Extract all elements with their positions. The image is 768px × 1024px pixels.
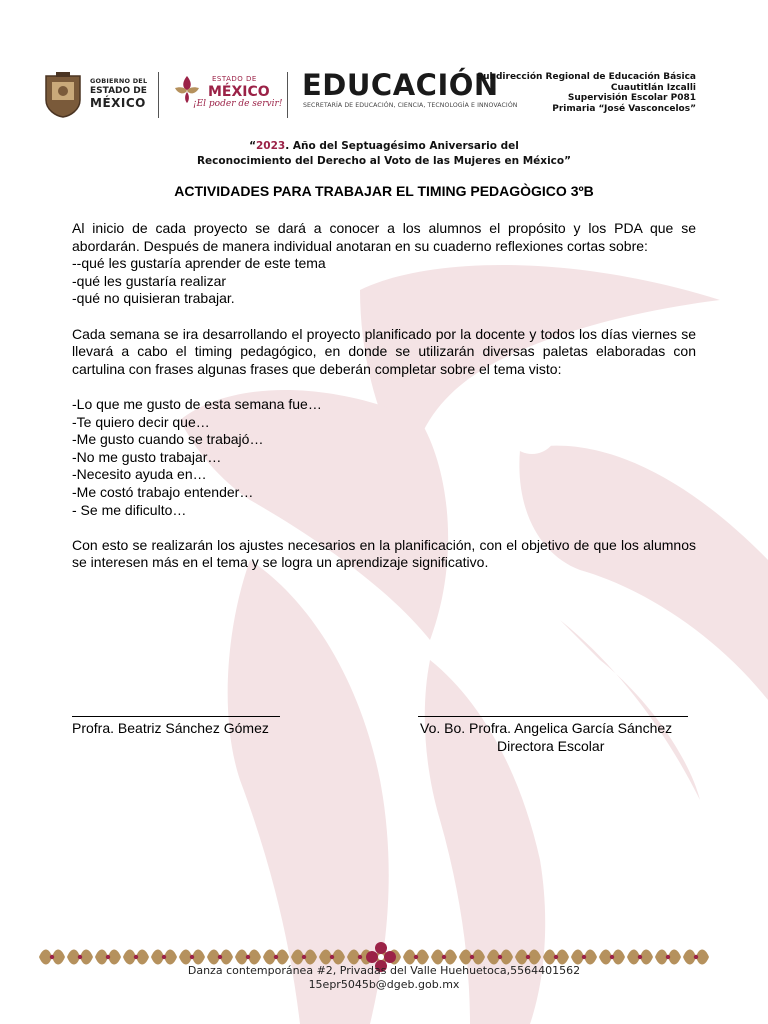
phrase-item: -Me costó trabajo entender…	[72, 483, 254, 500]
footer	[0, 964, 768, 992]
gobierno-line2: ESTADO DE	[90, 85, 147, 96]
header-divider	[158, 72, 159, 118]
border-motif	[179, 950, 205, 965]
border-motif	[207, 950, 233, 965]
footer-email: 15epr5045b@dgeb.gob.mx	[308, 978, 460, 991]
border-motif	[683, 950, 709, 965]
signature-name-right: Vo. Bo. Profra. Angelica García Sánchez	[420, 720, 673, 736]
document-body	[72, 220, 696, 572]
phrase-item: -Te quiero decir que…	[72, 413, 210, 430]
signature-role-right: Directora Escolar	[497, 738, 605, 754]
conclusion-paragraph: Con esto se realizarán los ajustes necesarios en la planificación, con el objetivo de que los alumnos se interesen más en el tema y se logra un aprendizaje significativo.	[72, 536, 696, 571]
educacion-title: EDUCACIÓN	[302, 68, 499, 102]
border-motif	[39, 950, 65, 965]
mexico-logo-small: ESTADO DE	[212, 75, 257, 83]
border-motif	[291, 950, 317, 965]
motto-year: 2023	[256, 140, 286, 152]
mexico-logo-big: MÉXICO	[208, 84, 270, 100]
border-motif	[67, 950, 93, 965]
phrase-item: -Me gusto cuando se trabajó…	[72, 431, 264, 448]
subdireccion-block	[477, 72, 696, 114]
motto-open-quote: “	[249, 140, 256, 152]
signature-name-left: Profra. Beatriz Sánchez Gómez	[72, 720, 269, 736]
activities-paragraph: Cada semana se ira desarrollando el proyecto planificado por la docente y todos los días viernes se llevará a cabo el timing pedagógico, en donde se utilizarán diversas paletas elaboradas con cartulina con frases algunas frases que deberán completar sobre el tema visto:	[72, 325, 696, 377]
header-divider-2	[287, 72, 288, 118]
motto-line1: . Año del Septuagésimo Aniversario del	[285, 140, 519, 152]
phrase-item: -Lo que me gusto de esta semana fue…	[72, 395, 322, 412]
motto-line2: Reconocimiento del Derecho al Voto de las Mujeres en México”	[196, 155, 572, 167]
border-motif	[431, 950, 457, 965]
signature-line-left	[72, 716, 280, 717]
gobierno-estado-mexico-logo	[90, 78, 147, 109]
signature-line-right	[418, 716, 688, 717]
subdireccion-line: Subdirección Regional de Educación Básica	[476, 72, 696, 82]
footer-address: Danza contemporánea #2, Privadas del Valle Huehuetoca,5564401562	[187, 964, 581, 977]
border-motif	[543, 950, 569, 965]
border-motif	[655, 950, 681, 965]
subdireccion-line: Primaria “José Vasconcelos”	[552, 103, 696, 114]
intro-item: -qué les gustaría realizar	[72, 272, 227, 289]
border-motif	[487, 950, 513, 965]
educacion-subtitle: SECRETARÍA DE EDUCACIÓN, CIENCIA, TECNOLOGÍA E INNOVACIÓN	[303, 102, 518, 109]
mexico-logo-slogan: ¡El poder de servir!	[193, 99, 283, 109]
border-motif	[319, 950, 345, 965]
intro-item: --qué les gustaría aprender de este tema	[72, 255, 326, 272]
border-motif	[95, 950, 121, 965]
phrase-item: -No me gusto trabajar…	[72, 448, 222, 465]
subdireccion-line: Cuautitlán Izcalli	[610, 82, 696, 93]
gobierno-line3: MÉXICO	[90, 95, 146, 110]
intro-item: -qué no quisieran trabajar.	[72, 290, 235, 307]
border-motif	[627, 950, 653, 965]
border-motif	[263, 950, 289, 965]
phrase-item: - Se me dificulto…	[72, 501, 187, 518]
border-motif	[123, 950, 149, 965]
border-motif	[515, 950, 541, 965]
phrase-item: -Necesito ayuda en…	[72, 466, 207, 483]
state-seal-icon	[42, 70, 84, 118]
border-motif	[599, 950, 625, 965]
year-motto	[0, 139, 768, 169]
border-motif	[235, 950, 261, 965]
border-motif	[459, 950, 485, 965]
border-motif	[403, 950, 429, 965]
subdireccion-line: Supervisión Escolar P081	[567, 93, 696, 103]
document-title: ACTIVIDADES PARA TRABAJAR EL TIMING PEDAGÒGICO 3ºB	[174, 183, 594, 199]
gobierno-line1: GOBIERNO DEL	[90, 77, 148, 85]
border-motif	[151, 950, 177, 965]
intro-paragraph: Al inicio de cada proyecto se dará a conocer a los alumnos el propósito y los PDA que se abordarán. Después de manera individual anotaran en su cuaderno reflexiones cortas sobre:	[72, 220, 696, 254]
border-motif	[571, 950, 597, 965]
